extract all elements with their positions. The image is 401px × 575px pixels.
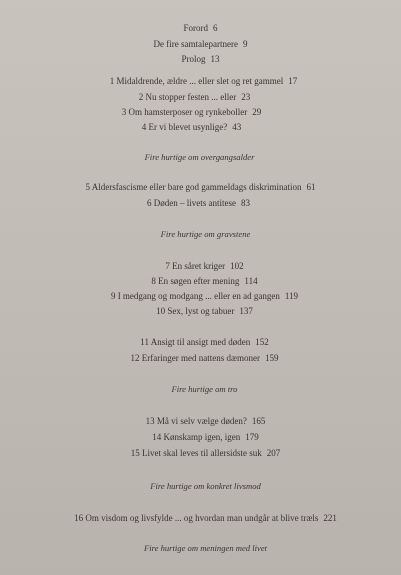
chapter-title: En søgen efter mening — [158, 276, 240, 286]
chapter-title: Erfaringer med nattens dæmoner — [141, 353, 260, 363]
toc-page-number: 43 — [232, 122, 242, 132]
toc-page-number: 159 — [264, 353, 279, 363]
toc-page-number: 23 — [241, 92, 251, 102]
toc-chapter-16 — [5, 513, 401, 524]
toc-page-number: 83 — [240, 198, 250, 208]
chapter-title: Er vi blevet usynlige? — [148, 122, 228, 132]
chapter-title: Må vi selv vælge døden? — [156, 416, 247, 426]
toc-page-number: 9 — [242, 39, 248, 49]
toc-entry-forord — [0, 23, 401, 34]
interlude-konkret-livsmod: Fire hurtige om konkret livsmod — [150, 481, 261, 491]
toc-chapter-5 — [0, 182, 401, 193]
chapter-number: 7 — [165, 261, 170, 271]
chapter-title: Aldersfascisme eller bare god gammeldags diskrimination — [91, 182, 302, 192]
toc-chapter-3 — [0, 107, 392, 118]
chapter-number: 2 — [138, 92, 144, 102]
toc-chapter-8 — [4, 276, 401, 287]
chapter-title: Om visdom og livsfylde ... og hvordan man undgår at blive træls — [85, 513, 319, 523]
toc-page-number: 221 — [323, 513, 337, 523]
toc-chapter-1 — [3, 76, 401, 87]
toc-entry-prolog — [0, 54, 401, 65]
chapter-number: 12 — [130, 353, 140, 363]
chapter-number: 10 — [156, 306, 166, 316]
toc-page-number: 6 — [213, 23, 218, 33]
toc-page-number: 207 — [266, 448, 281, 458]
toc-page-number: 152 — [255, 337, 269, 347]
toc-chapter-12 — [4, 353, 401, 364]
interlude-meningen-med-livet: Fire hurtige om meningen med livet — [143, 543, 268, 553]
chapter-title: Sex, lyst og tabuer — [167, 306, 235, 316]
interlude-overgangsalder: Fire hurtige om overgangsalder — [144, 152, 255, 162]
toc-chapter-14 — [5, 432, 401, 443]
chapter-number: 11 — [140, 337, 149, 347]
chapter-title: I medgang og modgang ... eller en ad gangen — [117, 291, 280, 301]
toc-page-number: 179 — [245, 432, 259, 442]
toc-page-number: 165 — [251, 416, 266, 426]
toc-chapter-7 — [4, 261, 401, 272]
chapter-number: 1 — [109, 76, 115, 86]
toc-title: De fire samtalepartnere — [153, 39, 238, 49]
toc-page-number: 114 — [244, 276, 258, 286]
chapter-number: 13 — [145, 416, 155, 426]
toc-page-number: 17 — [288, 76, 298, 86]
toc-entry-samtalepartnere — [0, 39, 401, 50]
toc-chapter-11 — [4, 337, 401, 348]
chapter-title: Ansigt til ansigt med døden — [150, 337, 251, 347]
interlude-gravstene: Fire hurtige om gravstene — [160, 229, 251, 239]
toc-page-number: 61 — [306, 182, 316, 192]
chapter-number: 9 — [110, 291, 116, 301]
chapter-number: 14 — [152, 432, 162, 442]
chapter-number: 6 — [147, 198, 152, 208]
toc-chapter-9 — [4, 291, 401, 302]
chapter-number: 3 — [121, 107, 127, 117]
toc-chapter-15 — [5, 448, 401, 459]
interlude-tro: Fire hurtige om tro — [171, 384, 238, 394]
toc-chapter-10 — [4, 306, 401, 317]
chapter-title: Midaldrende, ældre ... eller slet og ret gammel — [116, 76, 284, 86]
chapter-title: Nu stopper festen ... eller — [145, 92, 237, 102]
toc-chapter-4 — [0, 122, 392, 133]
toc-title: Prolog — [181, 54, 206, 64]
toc-page-number: 13 — [210, 54, 220, 64]
toc-chapter-2 — [0, 92, 395, 103]
chapter-number: 5 — [85, 182, 91, 192]
chapter-title: Livet skal leves til allersidste suk — [142, 448, 262, 458]
toc-title: Forord — [183, 23, 208, 33]
chapter-number: 15 — [130, 448, 140, 458]
chapter-number: 8 — [151, 276, 156, 286]
chapter-number: 4 — [141, 122, 147, 132]
chapter-title: Om hamsterposer og rynkeboller — [128, 107, 248, 117]
toc-chapter-13 — [5, 416, 401, 427]
toc-chapter-6 — [0, 198, 399, 209]
chapter-number: 16 — [74, 513, 84, 523]
toc-page-number: 29 — [252, 107, 262, 117]
toc-page-number: 119 — [284, 291, 299, 301]
chapter-title: Døden – livets antitese — [153, 198, 236, 208]
toc-page-number: 137 — [239, 306, 253, 316]
toc-page-number: 102 — [230, 261, 244, 271]
chapter-title: En såret kriger — [172, 261, 226, 271]
chapter-title: Kønskamp igen, igen — [163, 432, 241, 442]
